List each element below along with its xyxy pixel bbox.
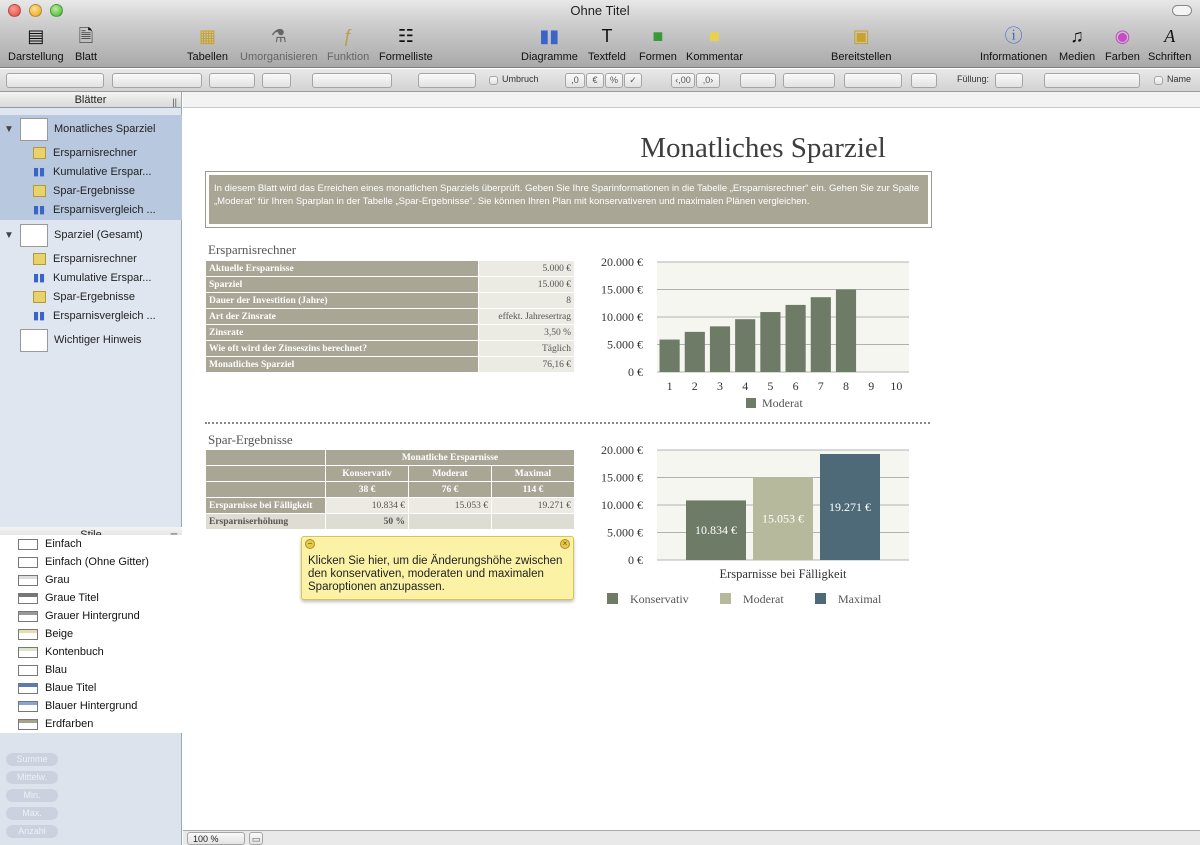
calc-row [206, 357, 575, 373]
collapse-sidebar-icon[interactable]: || [172, 97, 177, 107]
results-table[interactable] [205, 449, 575, 530]
calc-value[interactable]: 3,50 % [479, 325, 575, 341]
style-item[interactable] [0, 553, 182, 571]
function-icon: ƒ [343, 26, 354, 46]
x-tick-label: 7 [817, 379, 824, 393]
checkbox-format-button[interactable]: ✓ [624, 73, 642, 88]
textbox-icon: T [601, 26, 613, 46]
percent-format-button[interactable]: % [605, 73, 623, 88]
function-button-1[interactable]: Mittelw. [6, 771, 58, 784]
fonts-icon: A [1164, 26, 1176, 46]
data-label: 19.271 € [829, 500, 871, 515]
calc-label[interactable]: Zinsrate [206, 325, 479, 341]
share-icon: ▣ [852, 26, 870, 46]
sheet-child-item[interactable] [0, 201, 182, 220]
schriften-button[interactable]: A Schriften [1148, 26, 1192, 63]
calc-label[interactable]: Wie oft wird der Zinseszins berechnet? [206, 341, 479, 357]
calc-label[interactable]: Monatliches Sparziel [206, 357, 479, 373]
media-icon: ♫ [1070, 26, 1084, 46]
table-icon: ▦ [198, 26, 216, 46]
close-comment-icon[interactable]: × [560, 539, 570, 549]
sheet-item[interactable] [0, 115, 182, 144]
style-item[interactable] [0, 625, 182, 643]
style-label: Erdfarben [45, 718, 94, 730]
window-title: Ohne Titel [570, 3, 630, 18]
calc-value[interactable]: 8 [479, 293, 575, 309]
table-border-segment[interactable] [1044, 73, 1140, 88]
chart-icon: ▮▮ [33, 166, 46, 178]
calc-value[interactable]: Täglich [479, 341, 575, 357]
y-tick-label: 15.000 € [601, 470, 643, 485]
maturity-row [206, 498, 575, 514]
zoom-popup[interactable]: 100 % [187, 832, 245, 845]
style-item[interactable] [0, 643, 182, 661]
decrease-decimals-button[interactable]: ‹,00 [671, 73, 695, 88]
sheet-label: Wichtiger Hinweis [54, 334, 142, 346]
sheets-header: Blätter || [0, 92, 181, 108]
description-text: In diesem Blatt wird das Erreichen eines monatlichen Sparziels überprüft. Geben Sie Ihre Sparinformationen in die Tabelle „Ersparnisrechner“ ein. Gehen Sie zur Spalte „Moderat“ für Ihren Sparplan in der Tabelle „Spar-Ergebnisse“. Sie können Ihren Plan mit konservativeren und maximalen Plänen vergleichen. [209, 175, 928, 224]
style-item[interactable] [0, 715, 182, 733]
calc-value[interactable]: effekt. Jahresertrag [479, 309, 575, 325]
calc-label[interactable]: Art der Zinsrate [206, 309, 479, 325]
x-tick-label: 6 [792, 379, 799, 393]
sheet-child-item[interactable] [0, 288, 182, 307]
table-icon [33, 147, 46, 159]
col-header-moderat[interactable]: Moderat [409, 466, 492, 482]
style-swatch-icon [18, 629, 38, 640]
calc-label[interactable]: Dauer der Investition (Jahre) [206, 293, 479, 309]
results-corner [206, 466, 326, 482]
results-corner [206, 450, 326, 466]
y-tick-label: 5.000 € [607, 337, 643, 352]
maturity-maximal[interactable]: 19.271 € [492, 498, 575, 514]
sheet-item[interactable] [0, 221, 182, 250]
blatt-button[interactable]: 🗎 Blatt [75, 26, 98, 63]
comment-text: Klicken Sie hier, um die Änderungshöhe zwischen den konservativen, moderaten und maximalen Sparoptionen anzupassen. [308, 555, 563, 593]
bar[interactable] [710, 326, 730, 372]
style-swatch-icon [18, 539, 38, 550]
legend-label: Moderat [743, 592, 784, 606]
sheet-item[interactable] [0, 326, 182, 355]
farben-button[interactable]: ◉ Farben [1105, 26, 1140, 63]
stroke-color-well[interactable] [911, 73, 937, 88]
style-label: Blauer Hintergrund [45, 700, 138, 712]
data-label: 15.053 € [762, 511, 804, 526]
doc-title[interactable]: Monatliches Sparziel [640, 132, 886, 164]
style-swatch-icon [18, 701, 38, 712]
sheet-child-label: Ersparnisrechner [53, 253, 137, 265]
table-icon [33, 185, 46, 197]
chart-icon: ▮▮ [33, 310, 46, 322]
chart-icon: ▮▮ [539, 26, 560, 46]
y-tick-label: 20.000 € [601, 443, 643, 457]
informationen-button[interactable]: ⓘ Informationen [980, 26, 1048, 63]
number-format-button[interactable]: ,0 [565, 73, 585, 88]
sheet-child-label: Spar-Ergebnisse [53, 291, 135, 303]
style-item[interactable] [0, 697, 182, 715]
calc-value[interactable]: 76,16 € [479, 357, 575, 373]
kommentar-button[interactable]: ■ Kommentar [686, 26, 743, 63]
style-item[interactable] [0, 607, 182, 625]
chart-icon: ▮▮ [33, 204, 46, 216]
increase-decimals-button[interactable]: ,0› [696, 73, 720, 88]
sheet-child-item[interactable] [0, 250, 182, 269]
y-tick-label: 10.000 € [601, 498, 643, 512]
stroke-popup[interactable] [783, 73, 835, 88]
chart-icon: ▮▮ [33, 272, 46, 284]
formelliste-button[interactable]: ☷ Formelliste [379, 26, 433, 63]
sheet-label: Monatliches Sparziel [54, 123, 156, 135]
document-canvas[interactable] [183, 92, 1200, 830]
bar[interactable] [836, 290, 856, 373]
style-swatch-icon [18, 647, 38, 658]
y-tick-label: 10.000 € [601, 310, 643, 324]
disclosure-triangle-icon[interactable]: ▼ [4, 124, 14, 135]
cumulative-savings-chart[interactable] [593, 252, 933, 412]
bar[interactable] [735, 319, 755, 372]
calc-table-title[interactable]: Ersparnisrechner [208, 242, 297, 257]
legend-swatch [607, 593, 618, 604]
bereitstellen-button[interactable]: ▣ Bereitstellen [831, 26, 892, 63]
monthly-savings-row [206, 482, 575, 498]
typeface-popup[interactable] [209, 73, 255, 88]
colors-icon: ◉ [1114, 26, 1131, 46]
maturity-label[interactable]: Ersparnisse bei Fälligkeit [206, 498, 326, 514]
monthly-maximal[interactable]: 114 € [492, 482, 575, 498]
monthly-moderat[interactable]: 76 € [409, 482, 492, 498]
calc-label[interactable]: Aktuelle Ersparnisse [206, 261, 479, 277]
x-tick-label: 3 [717, 379, 723, 393]
sheet-child-item[interactable] [0, 144, 182, 163]
sheet-child-label: Ersparnisvergleich ... [53, 310, 156, 322]
bar[interactable] [811, 297, 831, 372]
minimize-window-button[interactable] [29, 4, 42, 17]
style-label: Einfach [45, 538, 82, 550]
format-bar [0, 69, 1200, 92]
x-tick-label: 8 [843, 379, 849, 393]
legend-swatch [720, 593, 731, 604]
maturity-moderat[interactable]: 15.053 € [409, 498, 492, 514]
results-table-title[interactable]: Spar-Ergebnisse [208, 432, 293, 447]
bar[interactable] [685, 332, 705, 372]
x-tick-label: 2 [691, 379, 698, 393]
ruler [183, 92, 1200, 108]
calc-row [206, 293, 575, 309]
style-label: Blau [45, 664, 68, 676]
style-label: Graue Titel [45, 592, 99, 604]
y-tick-label: 0 € [628, 365, 643, 379]
calc-row [206, 325, 575, 341]
results-group-header[interactable]: Monatliche Ersparnisse [326, 450, 575, 466]
reorganize-icon: ⚗ [270, 26, 287, 46]
calc-label[interactable]: Sparziel [206, 277, 479, 293]
increase-value[interactable]: 50 % [326, 514, 409, 530]
y-tick-label: 0 € [628, 553, 643, 567]
close-window-button[interactable] [8, 4, 21, 17]
sheet-icon [20, 329, 48, 352]
function-button-3[interactable]: Max. [6, 807, 58, 820]
style-label: Einfach (Ohne Gitter) [45, 556, 149, 568]
textfeld-button[interactable]: T Textfeld [588, 26, 626, 63]
style-popup[interactable] [6, 73, 104, 88]
zoom-window-button[interactable] [50, 4, 63, 17]
shapes-icon: ■ [652, 26, 664, 46]
sheet-icon [20, 118, 48, 141]
currency-format-button[interactable]: € [586, 73, 604, 88]
function-button-2[interactable]: Min. [6, 789, 58, 802]
style-item[interactable] [0, 535, 182, 553]
fill-color-well[interactable] [995, 73, 1023, 88]
darstellung-button[interactable]: ▤ Darstellung [8, 26, 64, 63]
style-swatch-icon [18, 575, 38, 586]
x-axis-label: Ersparnisse bei Fälligkeit [719, 567, 847, 581]
x-tick-label: 5 [767, 379, 774, 393]
style-swatch-icon [18, 665, 38, 676]
col-header-konservativ[interactable]: Konservativ [326, 466, 409, 482]
style-swatch-icon [18, 593, 38, 604]
y-tick-label: 20.000 € [601, 255, 643, 269]
sheet-icon: 🗎 [78, 26, 94, 46]
comment-callout[interactable] [301, 536, 574, 600]
sheets-list [0, 108, 181, 528]
toolbar [0, 22, 1200, 68]
calc-row [206, 261, 575, 277]
bar[interactable] [660, 340, 680, 372]
sheet-icon [20, 224, 48, 247]
x-tick-label: 9 [868, 379, 875, 393]
name-checkbox[interactable] [1154, 76, 1163, 85]
text-align-segment[interactable] [312, 73, 392, 88]
calc-value[interactable]: 5.000 € [479, 261, 575, 277]
view-icon: ▤ [27, 26, 45, 46]
increase-empty[interactable] [492, 514, 575, 530]
toolbar-toggle-button[interactable] [1172, 5, 1192, 16]
style-item[interactable] [0, 679, 182, 697]
status-bar [183, 830, 1200, 845]
style-label: Grau [45, 574, 70, 586]
funktion-button[interactable]: ƒ Funktion [327, 26, 370, 63]
y-tick-label: 5.000 € [607, 525, 643, 540]
increase-label[interactable]: Ersparniserhöhung [206, 514, 326, 530]
collapse-comment-icon[interactable]: − [305, 539, 315, 549]
calc-row [206, 309, 575, 325]
legend-label: Konservativ [630, 592, 689, 606]
sheet-child-item[interactable] [0, 163, 182, 182]
styles-list [0, 535, 182, 733]
sheet-child-item[interactable] [0, 269, 182, 288]
title-bar [0, 0, 1200, 22]
calc-row [206, 341, 575, 357]
monthly-konservativ[interactable]: 38 € [326, 482, 409, 498]
vertical-align-segment[interactable] [418, 73, 476, 88]
formen-button[interactable]: ■ Formen [639, 26, 677, 63]
x-tick-label: 1 [666, 379, 673, 393]
umorganisieren-button[interactable]: ⚗ Umorganisieren [240, 26, 318, 63]
sheet-child-label: Kumulative Erspar... [53, 166, 152, 178]
sheet-child-item[interactable] [0, 307, 182, 326]
style-item[interactable] [0, 571, 182, 589]
name-label: Name [1167, 74, 1192, 84]
y-tick-label: 15.000 € [601, 282, 643, 297]
data-label: 10.834 € [695, 523, 737, 538]
maturity-konservativ[interactable]: 10.834 € [326, 498, 409, 514]
style-item[interactable] [0, 661, 182, 679]
table-icon [33, 253, 46, 265]
calc-table[interactable] [205, 260, 575, 373]
page-view-icon[interactable]: ▭ [249, 832, 263, 845]
sheet-child-label: Spar-Ergebnisse [53, 185, 135, 197]
col-header-maximal[interactable]: Maximal [492, 466, 575, 482]
border-style-popup[interactable] [740, 73, 776, 88]
legend-label: Moderat [762, 396, 803, 410]
increase-empty[interactable] [409, 514, 492, 530]
bar[interactable] [786, 305, 806, 372]
umbruch-label: Umbruch [502, 74, 539, 84]
fill-label: Füllung: [957, 74, 990, 84]
description-box[interactable] [205, 171, 932, 228]
disclosure-triangle-icon[interactable]: ▼ [4, 230, 14, 241]
sheet-label: Sparziel (Gesamt) [54, 229, 143, 241]
table-icon [33, 291, 46, 303]
savings-comparison-chart[interactable] [593, 438, 933, 614]
function-button-4[interactable]: Anzahl [6, 825, 58, 838]
font-popup[interactable] [112, 73, 202, 88]
results-corner [206, 482, 326, 498]
legend-swatch [815, 593, 826, 604]
x-tick-label: 10 [890, 379, 903, 393]
results-group-header-row [206, 450, 575, 466]
bar[interactable] [760, 312, 780, 372]
tabellen-button[interactable]: ▦ Tabellen [187, 26, 228, 63]
diagramme-button[interactable]: ▮▮ Diagramme [521, 26, 578, 63]
x-tick-label: 4 [742, 379, 749, 393]
style-label: Grauer Hintergrund [45, 610, 140, 622]
sheet-child-label: Ersparnisrechner [53, 147, 137, 159]
stroke-width-popup[interactable] [844, 73, 902, 88]
legend-swatch [746, 398, 756, 408]
calc-row [206, 277, 575, 293]
style-label: Beige [45, 628, 74, 640]
style-swatch-icon [18, 611, 38, 622]
sheet-child-label: Kumulative Erspar... [53, 272, 152, 284]
legend-label: Maximal [838, 592, 882, 606]
style-label: Kontenbuch [45, 646, 104, 658]
style-swatch-icon [18, 719, 38, 730]
sheet-child-label: Ersparnisvergleich ... [53, 204, 156, 216]
style-swatch-icon [18, 557, 38, 568]
function-button-0[interactable]: Summe [6, 753, 58, 766]
medien-button[interactable]: ♫ Medien [1059, 26, 1096, 63]
formula-list-icon: ☷ [397, 26, 414, 46]
style-swatch-icon [18, 683, 38, 694]
comment-icon: ■ [708, 26, 720, 46]
section-divider [205, 422, 930, 424]
sheet-child-item[interactable] [0, 182, 182, 201]
umbruch-checkbox[interactable] [489, 76, 498, 85]
increase-row [206, 514, 575, 530]
font-size-field[interactable] [262, 73, 291, 88]
sidebar [0, 92, 182, 845]
info-icon: ⓘ [1004, 26, 1023, 46]
results-col-header-row [206, 466, 575, 482]
style-label: Blaue Titel [45, 682, 97, 694]
calc-value[interactable]: 15.000 € [479, 277, 575, 293]
style-item[interactable] [0, 589, 182, 607]
